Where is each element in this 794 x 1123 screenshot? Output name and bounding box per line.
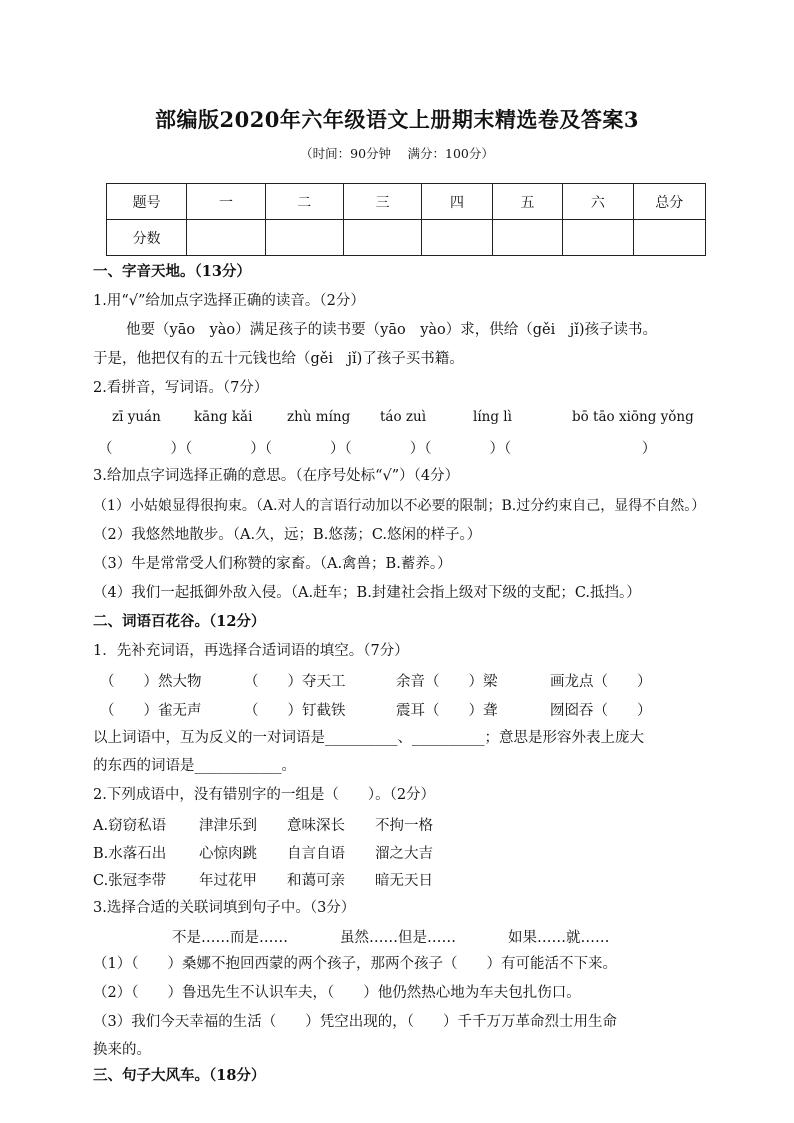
table-cell: 一 [187, 184, 265, 220]
question-item: （1）小姑娘显得很拘束。（A.对人的言语行动加以不必要的限制；B.过分约束自己，显得不自然。） [93, 498, 706, 514]
fill-in-text[interactable]: 以上词语中，互为反义的一对词语是__________、__________；意思是形容外表上庞大 [93, 730, 644, 746]
idiom-blank[interactable]: （ ）夺天工 [244, 674, 346, 690]
option-word: 不拘一格 [375, 818, 433, 834]
option-word: 心惊肉跳 [199, 846, 257, 862]
exam-subtitle: （时间：90分钟 满分：100分） [300, 146, 494, 161]
question-item: （3）牛是常常受人们称赞的家畜。（A.禽兽；B.蓄养。） [93, 556, 452, 572]
idiom-blank[interactable]: （ ）雀无声 [100, 703, 202, 719]
conjunction-option: 虽然……但是…… [340, 930, 456, 946]
score-cell[interactable] [492, 220, 562, 256]
score-cell[interactable] [422, 220, 492, 256]
question-item[interactable]: （2）（ ）鲁迅先生不认识车夫，（ ）他仍然热心地为车夫包扎伤口。 [93, 985, 581, 1001]
conjunction-option: 不是……而是…… [172, 930, 288, 946]
pinyin-item: bō tāo xiōng yǒng [572, 409, 694, 425]
table-cell: 三 [343, 184, 421, 220]
question-item: （4）我们一起抵御外敌入侵。（A.赶车；B.封建社会指上级对下级的支配；C.抵挡。） [93, 585, 641, 601]
option-word: 自言自语 [287, 846, 345, 862]
section-heading: 一、字音天地。（13分） [93, 263, 251, 280]
table-cell: 题号 [107, 184, 187, 220]
question-item: （2）我悠然地散步。（A.久，远；B.悠荡；C.悠闲的样子。） [93, 527, 482, 543]
idiom-blank[interactable]: （ ）然大物 [100, 674, 202, 690]
score-cell[interactable] [633, 220, 705, 256]
option-c[interactable]: C.张冠李带 [93, 873, 167, 889]
answer-brackets[interactable]: （ ）（ ）（ ）（ ）（ ）（ ） [98, 441, 657, 457]
score-cell[interactable] [187, 220, 265, 256]
question-text: 1.用“√”给加点字选择正确的读音。（2分） [93, 293, 365, 309]
fill-in-text[interactable]: 的东西的词语是____________。 [93, 758, 296, 774]
score-table-header-row [107, 184, 706, 220]
option-b[interactable]: B.水落石出 [93, 846, 167, 862]
option-word: 和蔼可亲 [287, 873, 345, 889]
score-cell[interactable] [343, 220, 421, 256]
option-word: 意味深长 [287, 818, 345, 834]
score-cell[interactable] [563, 220, 633, 256]
table-cell: 总分 [633, 184, 705, 220]
question-text: 2.看拼音，写词语。（7分） [93, 380, 269, 396]
idiom-blank[interactable]: 画龙点（ ） [550, 674, 652, 690]
table-cell: 分数 [107, 220, 187, 256]
pinyin-item: zhù míng [287, 409, 351, 425]
table-cell: 二 [265, 184, 343, 220]
question-text: 3.选择合适的关联词填到句子中。（3分） [93, 900, 356, 916]
option-word: 年过花甲 [199, 873, 257, 889]
section-heading: 二、词语百花谷。（12分） [93, 613, 266, 630]
option-word: 溜之大吉 [375, 846, 433, 862]
question-text: 2.下列成语中，没有错别字的一组是（ ）。（2分） [93, 787, 436, 803]
idiom-blank[interactable]: 震耳（ ）聋 [396, 703, 498, 719]
question-text: 他要（yāo yào）满足孩子的读书要（yāo yào）求，供给（gěi jǐ)孩子读书。 [126, 322, 658, 338]
table-cell: 四 [422, 184, 492, 220]
question-text: 1．先补充词语，再选择合适词语的填空。（7分） [93, 643, 409, 659]
idiom-blank[interactable]: （ ）钉截铁 [244, 703, 346, 719]
question-text: 3.给加点字词选择正确的意思。（在序号处标“√”）（4分） [93, 468, 460, 484]
score-table [106, 183, 706, 256]
pinyin-item: líng lì [473, 409, 512, 425]
idiom-blank[interactable]: 余音（ ）梁 [396, 674, 498, 690]
question-item[interactable]: （3）我们今天幸福的生活（ ）凭空出现的，（ ）千千万万革命烈士用生命 [93, 1014, 617, 1030]
pinyin-item: zī yuán [112, 409, 161, 425]
pinyin-item: táo zuì [380, 409, 427, 425]
question-item: 换来的。 [93, 1042, 151, 1058]
option-word: 暗无天日 [375, 873, 433, 889]
idiom-blank[interactable]: 囫囵吞（ ） [550, 703, 652, 719]
table-cell: 六 [563, 184, 633, 220]
option-a[interactable]: A.窃窃私语 [93, 818, 167, 834]
exam-title: 部编版2020年六年级语文上册期末精选卷及答案3 [154, 107, 640, 132]
score-cell[interactable] [265, 220, 343, 256]
question-item[interactable]: （1）（ ）桑娜不抱回西蒙的两个孩子，那两个孩子（ ）有可能活不下来。 [93, 956, 617, 972]
score-table-score-row [107, 220, 706, 256]
option-word: 津津乐到 [199, 818, 257, 834]
question-text: 于是，他把仅有的五十元钱也给（gěi jǐ)了孩子买书籍。 [93, 351, 464, 367]
conjunction-option: 如果……就…… [508, 930, 610, 946]
pinyin-item: kāng kǎi [194, 409, 253, 425]
table-cell: 五 [492, 184, 562, 220]
section-heading: 三、句子大风车。（18分） [93, 1067, 266, 1084]
